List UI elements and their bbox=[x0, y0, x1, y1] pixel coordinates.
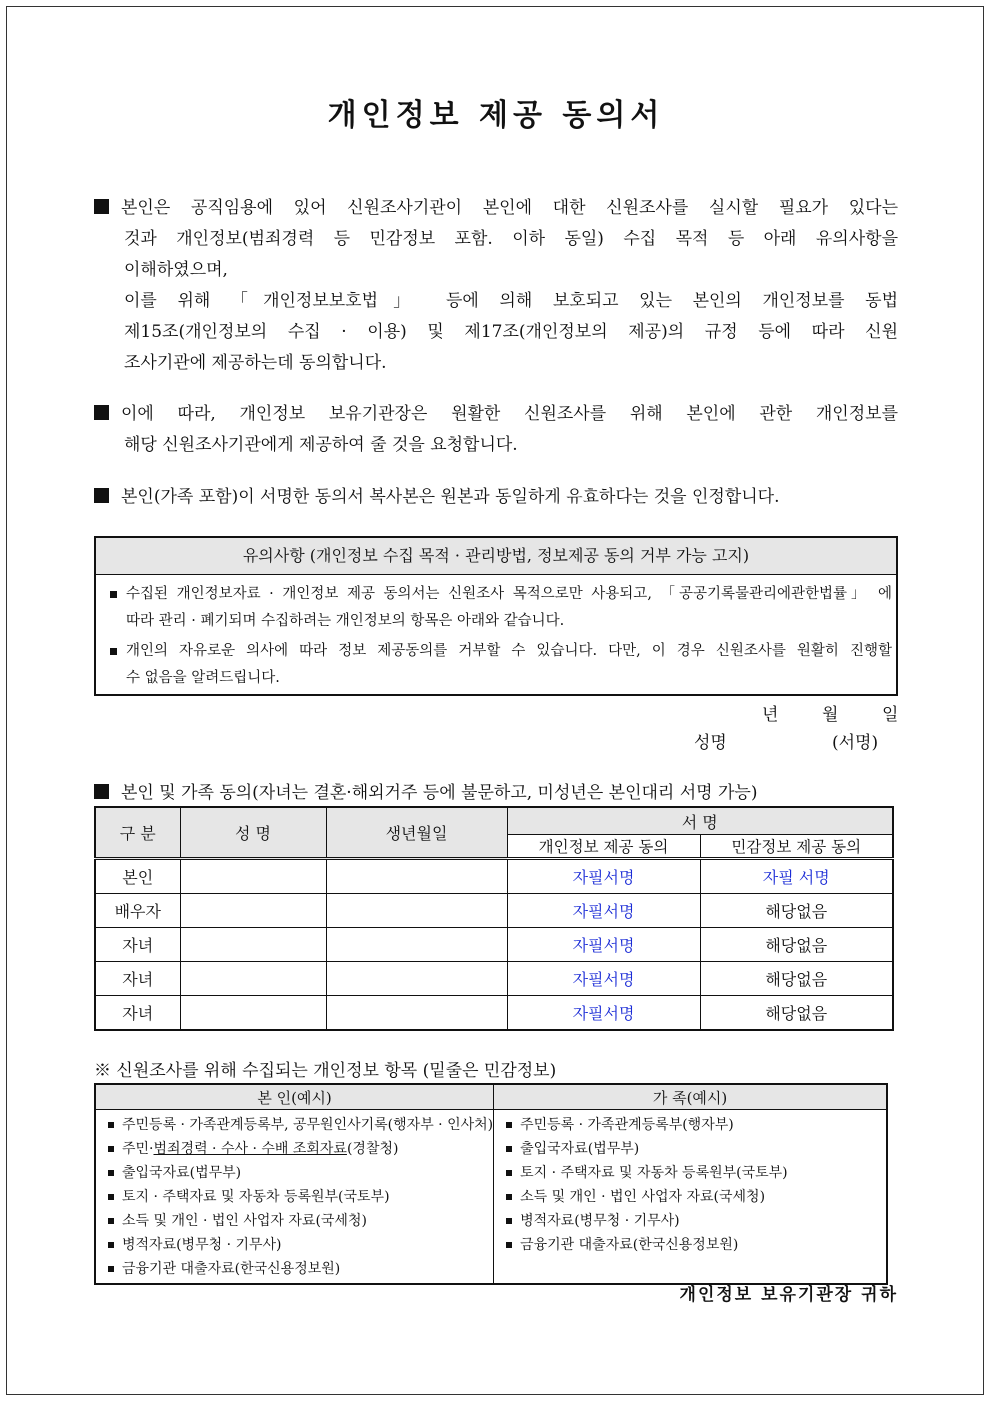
paragraph-consent-line: 이해하였으며, bbox=[124, 260, 228, 280]
table-row bbox=[95, 859, 893, 894]
cell-consent-personal[interactable]: 자필서명 bbox=[507, 996, 700, 1031]
square-bullet-icon bbox=[108, 1122, 114, 1128]
square-bullet-icon bbox=[506, 1242, 512, 1248]
square-bullet-icon bbox=[108, 1146, 114, 1152]
list-item: 병적자료(병무청 · 기무사) bbox=[506, 1209, 886, 1233]
list-item: 주민·범죄경력 · 수사 · 수배 조회자료(경찰청) bbox=[108, 1137, 493, 1161]
list-item: 병적자료(병무청 · 기무사) bbox=[108, 1233, 493, 1257]
square-bullet-icon bbox=[506, 1122, 512, 1128]
header-consent-personal: 개인정보 제공 동의 bbox=[507, 835, 700, 859]
paragraph-consent-line: 제15조(개인정보의 수집 · 이용) 및 제17조(개인정보의 제공)의 규정 등에 따라 신원 bbox=[124, 322, 898, 342]
square-bullet-icon bbox=[108, 1242, 114, 1248]
date-year-label: 년 bbox=[762, 705, 779, 725]
square-bullet-icon bbox=[94, 784, 109, 799]
collected-items-heading: ※ 신원조사를 위해 수집되는 개인정보 항목 (밑줄은 민감정보) bbox=[94, 1061, 557, 1081]
cell-consent-sensitive: 해당없음 bbox=[700, 928, 893, 962]
square-bullet-icon bbox=[506, 1194, 512, 1200]
square-bullet-icon bbox=[94, 199, 109, 214]
sign-label: (서명) bbox=[832, 733, 879, 753]
paragraph-consent-line: 것과 개인정보(범죄경력 등 민감정보 포함. 이하 동일) 수집 목적 등 아래 유의사항을 bbox=[124, 229, 898, 249]
cell-consent-personal[interactable]: 자필서명 bbox=[507, 928, 700, 962]
square-bullet-icon bbox=[94, 405, 109, 420]
list-item: 출입국자료(법무부) bbox=[108, 1161, 493, 1185]
collected-items-table bbox=[94, 1083, 888, 1285]
cell-birthdate[interactable] bbox=[326, 928, 507, 962]
square-bullet-icon bbox=[108, 1194, 114, 1200]
table-row bbox=[95, 928, 893, 962]
cell-consent-personal[interactable]: 자필서명 bbox=[507, 962, 700, 996]
paragraph-copy-validity bbox=[94, 482, 898, 513]
notice-item: 수집된 개인정보자료 · 개인정보 제공 동의서는 신원조사 목적으로만 사용되고, 「공공기록물관리에관한법률」 에 따라 관리 · 폐기되며 수집하려는 개인정보의 항목은 아래와 같습니다. bbox=[110, 581, 892, 635]
header-family-items: 가 족(예시) bbox=[494, 1084, 887, 1110]
square-bullet-icon bbox=[110, 591, 117, 598]
cell-birthdate[interactable] bbox=[326, 962, 507, 996]
cell-name[interactable] bbox=[180, 859, 326, 894]
table-row bbox=[95, 962, 893, 996]
list-item: 금융기관 대출자료(한국신용정보원) bbox=[108, 1257, 493, 1281]
addressee: 개인정보 보유기관장 귀하 bbox=[679, 1285, 898, 1305]
header-consent-sensitive: 민감정보 제공 동의 bbox=[700, 835, 893, 859]
family-consent-table bbox=[94, 806, 894, 1031]
paragraph-request-line: 해당 신원조사기관에게 제공하여 줄 것을 요청합니다. bbox=[124, 435, 518, 455]
cell-consent-sensitive: 해당없음 bbox=[700, 894, 893, 928]
square-bullet-icon bbox=[506, 1146, 512, 1152]
cell-category: 자녀 bbox=[95, 928, 180, 962]
header-category: 구 분 bbox=[95, 807, 180, 859]
header-self-items: 본 인(예시) bbox=[95, 1084, 494, 1110]
square-bullet-icon bbox=[94, 488, 109, 503]
page-title: 개인정보 제공 동의서 bbox=[327, 98, 665, 133]
name-label: 성명 bbox=[694, 733, 727, 753]
sensitive-info-underline: 범죄경력 · 수사 · 수배 조회자료 bbox=[153, 1141, 347, 1157]
cell-name[interactable] bbox=[180, 996, 326, 1031]
header-name: 성 명 bbox=[180, 807, 326, 859]
notice-heading: 유의사항 (개인정보 수집 목적 · 관리방법, 정보제공 동의 거부 가능 고지) bbox=[96, 538, 896, 575]
cell-birthdate[interactable] bbox=[326, 859, 507, 894]
cell-birthdate[interactable] bbox=[326, 894, 507, 928]
paragraph-copy-validity-text: 본인(가족 포함)이 서명한 동의서 복사본은 원본과 동일하게 유효하다는 것을 인정합니다. bbox=[121, 487, 780, 507]
header-birthdate: 생년월일 bbox=[326, 807, 507, 859]
table-row bbox=[95, 996, 893, 1031]
list-item: 주민등록 · 가족관계등록부(행자부) bbox=[506, 1113, 886, 1137]
list-item: 주민등록 · 가족관계등록부, 공무원인사기록(행자부 · 인사처) bbox=[108, 1113, 493, 1137]
cell-consent-sensitive: 해당없음 bbox=[700, 962, 893, 996]
square-bullet-icon bbox=[108, 1218, 114, 1224]
paragraph-request-line: 이에 따라, 개인정보 보유기관장은 원활한 신원조사를 위해 본인에 관한 개인정보를 bbox=[121, 404, 898, 424]
signature-line bbox=[678, 728, 898, 754]
cell-consent-personal[interactable]: 자필서명 bbox=[507, 859, 700, 894]
paragraph-consent-line: 조사기관에 제공하는데 동의합니다. bbox=[124, 353, 387, 373]
square-bullet-icon bbox=[506, 1170, 512, 1176]
list-item: 토지 · 주택자료 및 자동차 등록원부(국토부) bbox=[506, 1161, 886, 1185]
table-row bbox=[95, 894, 893, 928]
self-items-list bbox=[95, 1110, 494, 1285]
header-signature: 서 명 bbox=[507, 807, 893, 835]
list-item: 금융기관 대출자료(한국신용정보원) bbox=[506, 1233, 886, 1257]
cell-category: 자녀 bbox=[95, 962, 180, 996]
date-month-label: 월 bbox=[822, 705, 839, 725]
cell-name[interactable] bbox=[180, 928, 326, 962]
cell-consent-sensitive[interactable]: 자필 서명 bbox=[700, 859, 893, 894]
square-bullet-icon bbox=[108, 1266, 114, 1272]
family-table-body bbox=[95, 859, 893, 1031]
notice-box bbox=[94, 536, 898, 696]
paragraph-consent-line: 이를 위해 「개인정보보호법」 등에 의해 보호되고 있는 본인의 개인정보를 동법 bbox=[124, 291, 898, 311]
paragraph-consent bbox=[94, 193, 898, 379]
square-bullet-icon bbox=[108, 1170, 114, 1176]
list-item: 소득 및 개인 · 법인 사업자 자료(국세청) bbox=[506, 1185, 886, 1209]
list-item: 소득 및 개인 · 법인 사업자 자료(국세청) bbox=[108, 1209, 493, 1233]
list-item: 토지 · 주택자료 및 자동차 등록원부(국토부) bbox=[108, 1185, 493, 1209]
cell-consent-sensitive: 해당없음 bbox=[700, 996, 893, 1031]
cell-category: 배우자 bbox=[95, 894, 180, 928]
cell-birthdate[interactable] bbox=[326, 996, 507, 1031]
cell-category: 본인 bbox=[95, 859, 180, 894]
cell-name[interactable] bbox=[180, 894, 326, 928]
paragraph-consent-line: 본인은 공직임용에 있어 신원조사기관이 본인에 대한 신원조사를 실시할 필요가 있다는 bbox=[121, 198, 898, 218]
cell-category: 자녀 bbox=[95, 996, 180, 1031]
square-bullet-icon bbox=[110, 648, 117, 655]
date-line bbox=[748, 700, 898, 726]
list-item: 출입국자료(법무부) bbox=[506, 1137, 886, 1161]
notice-item: 개인의 자유로운 의사에 따라 정보 제공동의를 거부할 수 있습니다. 다만, 이 경우 신원조사를 원활히 진행할 수 없음을 알려드립니다. bbox=[110, 638, 892, 692]
paragraph-request bbox=[94, 399, 898, 461]
family-items-list bbox=[494, 1110, 887, 1285]
family-consent-heading: 본인 및 가족 동의(자녀는 결혼·해외거주 등에 불문하고, 미성년은 본인대리 서명 가능) bbox=[94, 778, 898, 803]
date-day-label: 일 bbox=[882, 705, 899, 725]
cell-consent-personal[interactable]: 자필서명 bbox=[507, 894, 700, 928]
cell-name[interactable] bbox=[180, 962, 326, 996]
square-bullet-icon bbox=[506, 1218, 512, 1224]
